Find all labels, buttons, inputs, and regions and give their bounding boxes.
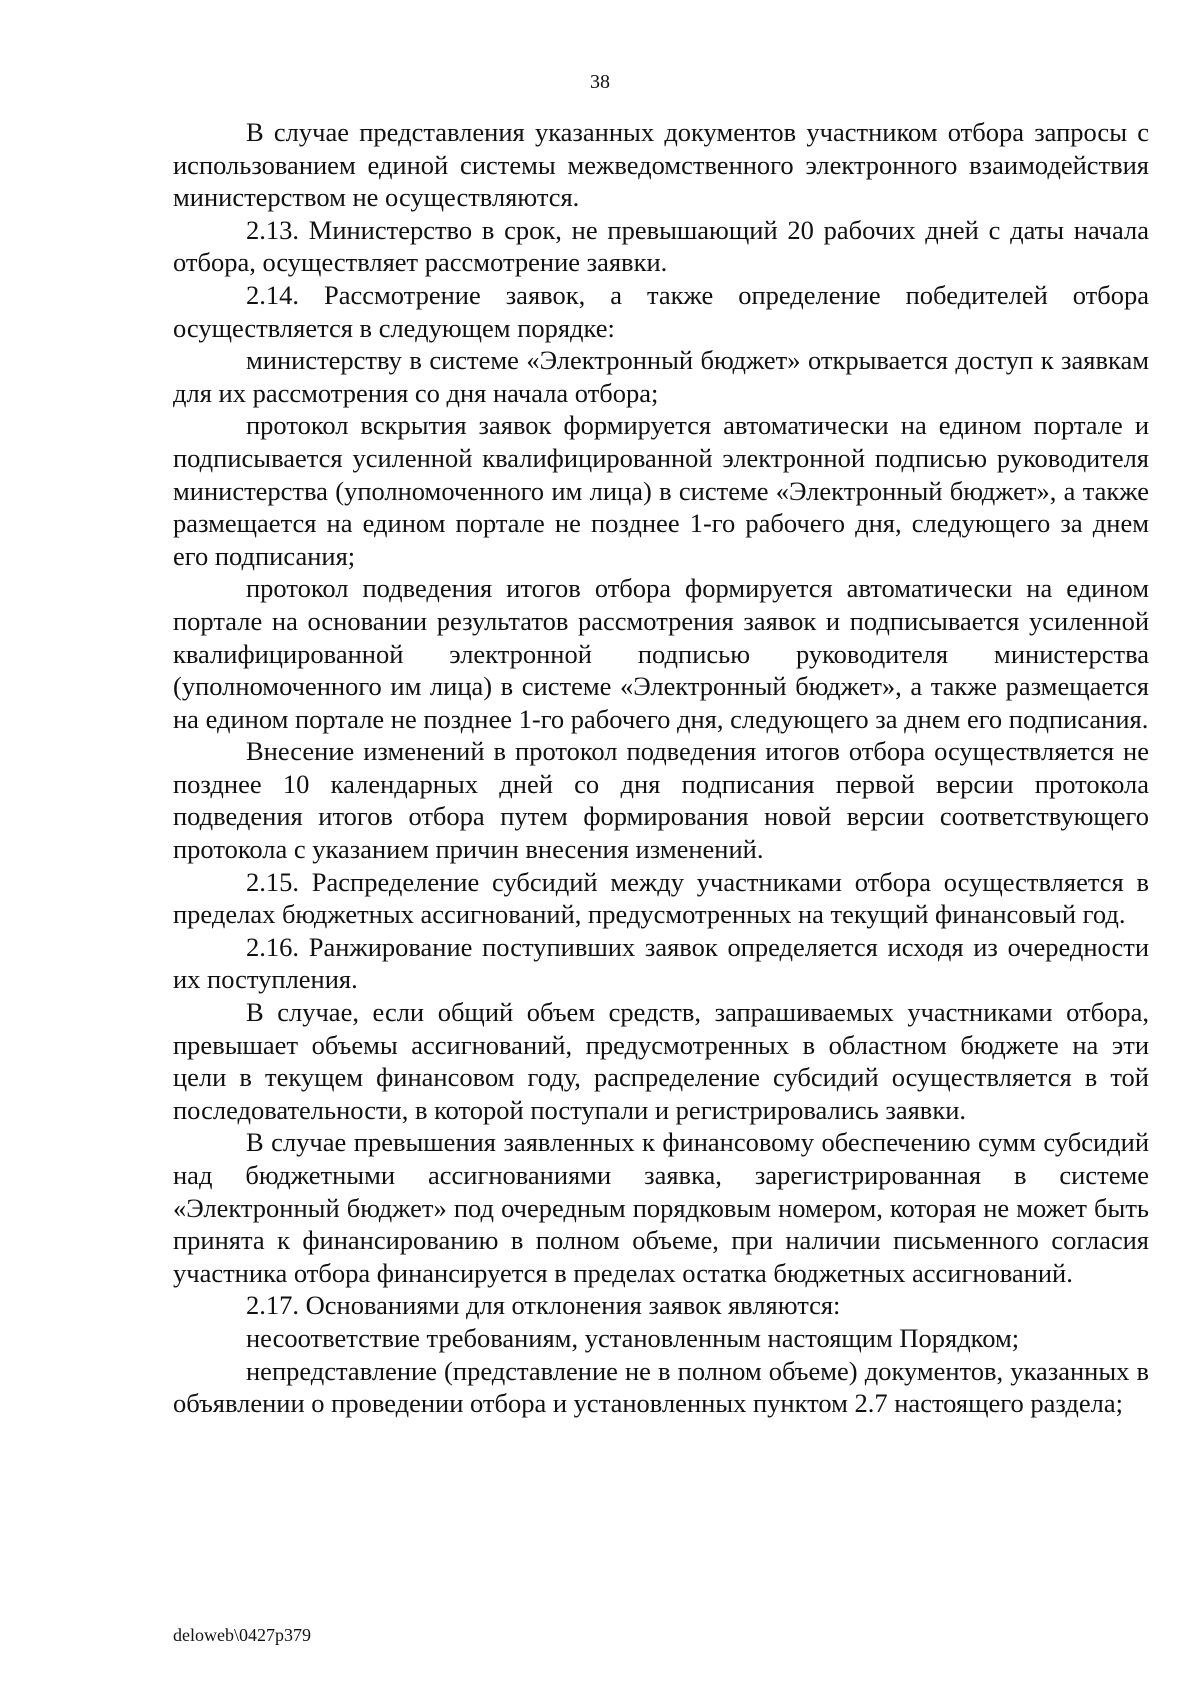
page-number: 38 [590, 71, 610, 93]
paragraph: В случае превышения заявленных к финансовому обеспечению сумм субсидий над бюджетными ассигнованиями заявка, зарегистрированная в системе «Электронный бюджет» под очередным порядковым номером, которая не может быть принята к финансированию в полном объеме, при наличии письменного согласия участника отбора финансируется в пределах остатка бюджетных ассигнований. [173, 1127, 1149, 1288]
paragraph: В случае, если общий объем средств, запрашиваемых участниками отбора, превышает объемы ассигнований, предусмотренных в областном бюджете на эти цели в текущем финансовом году, распределение субсидий осуществляется в той последовательности, в которой поступали и регистрировались заявки. [173, 997, 1149, 1125]
paragraph: непредставление (представление не в полном объеме) документов, указанных в объявлении о проведении отбора и установленных пунктом 2.7 настоящего раздела; [173, 1355, 1149, 1419]
paragraph: несоответствие требованиям, установленным настоящим Порядком; [246, 1322, 1020, 1353]
paragraph: 2.16. Ранжирование поступивших заявок определяется исходя из очередности их поступления. [173, 931, 1149, 995]
paragraph: министерству в системе «Электронный бюджет» открывается доступ к заявкам для их рассмотрения со дня начала отбора; [173, 345, 1149, 408]
paragraph: В случае представления указанных документов участником отбора запросы с использованием единой системы межведомственного электронного взаимодействия министерством не осуществляются. [173, 117, 1149, 213]
paragraph: Внесение изменений в протокол подведения итогов отбора осуществляется не позднее 10 календарных дней со дня подписания первой версии протокола подведения итогов отбора путем формирования новой версии соответствующего протокола с указанием причин внесения изменений. [173, 736, 1149, 865]
paragraph: 2.17. Основаниями для отклонения заявок являются: [246, 1290, 841, 1321]
paragraph: 2.14. Рассмотрение заявок, а также определение победителей отбора осуществляется в следующем порядке: [173, 279, 1149, 343]
document-body [173, 116, 1149, 1420]
paragraph: 2.15. Распределение субсидий между участниками отбора осуществляется в пределах бюджетных ассигнований, предусмотренных на текущий финансовый год. [173, 866, 1149, 930]
paragraph: протокол вскрытия заявок формируется автоматически на едином портале и подписывается усиленной квалифицированной электронной подписью руководителя министерства (уполномоченного им лица) в системе «Электронный бюджет», а также размещается на едином портале не позднее 1-го рабочего дня, следующего за днем его подписания; [173, 410, 1149, 571]
paragraph: 2.13. Министерство в срок, не превышающий 20 рабочих дней с даты начала отбора, осуществляет рассмотрение заявки. [173, 214, 1149, 278]
footer-code: deloweb\0427p379 [173, 1625, 311, 1645]
paragraph: протокол подведения итогов отбора формируется автоматически на едином портале на основании результатов рассмотрения заявок и подписывается усиленной квалифицированной электронной подписью руководителя министерства (уполномоченного им лица) в системе «Электронный бюджет», а также размещается на едином портале не позднее 1-го рабочего дня, следующего за днем его подписания. [173, 573, 1149, 734]
